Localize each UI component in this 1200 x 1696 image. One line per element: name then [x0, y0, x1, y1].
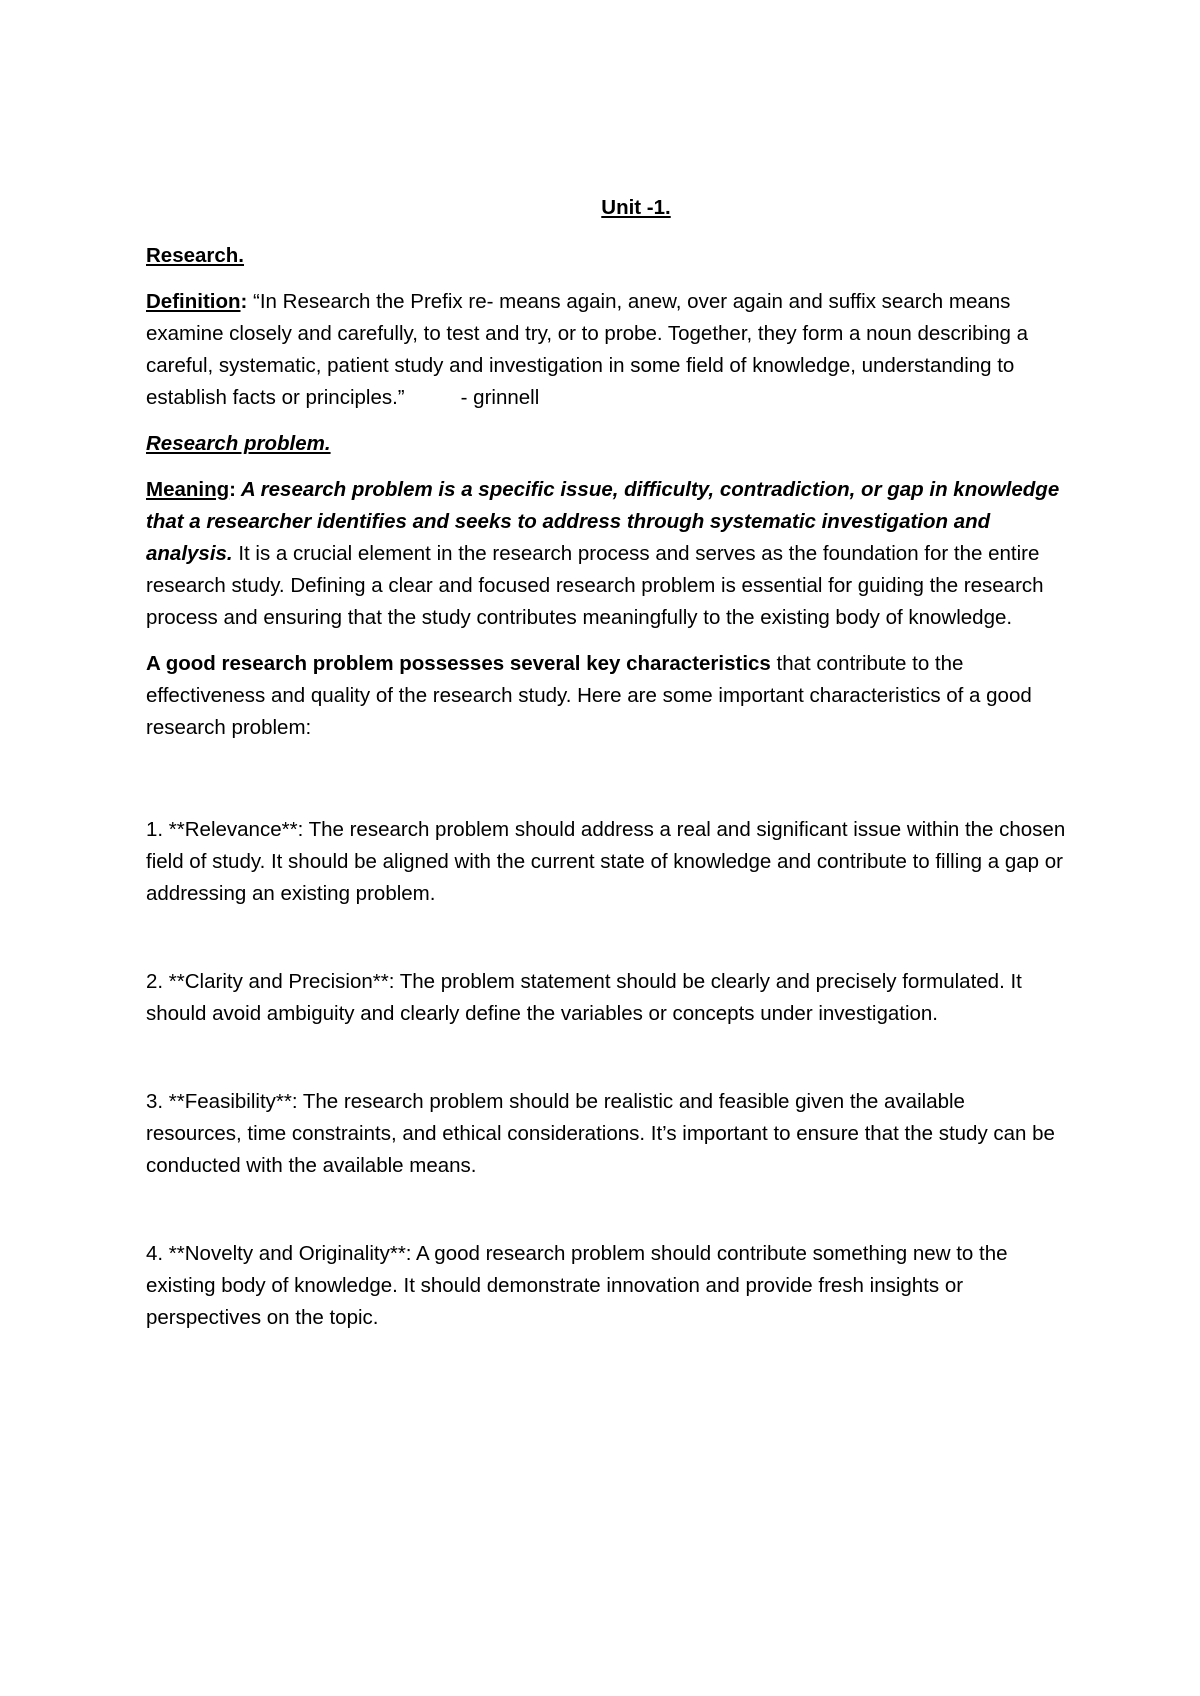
list-item-relevance: 1. **Relevance**: The research problem should address a real and significant issue within the chosen field of study. It should be aligned with the current state of knowledge and contribute to filling a gap or addressing an existing problem.	[146, 818, 1066, 905]
meaning-rest: It is a crucial element in the research process and serves as the foundation for the entire research study. Defining a clear and focused research problem is essential for guiding the research process and ensuring that the study contributes meaningfully to the existing body of knowledge.	[146, 542, 1044, 629]
definition-author: - grinnell	[460, 386, 540, 409]
list-item-novelty: 4. **Novelty and Originality**: A good research problem should contribute something new to the existing body of knowledge. It should demonstrate innovation and provide fresh insights or perspectives on the topic.	[146, 1242, 1008, 1329]
definition-paragraph	[146, 286, 1066, 414]
research-problem-heading: Research problem.	[146, 432, 331, 455]
definition-text: “In Research the Prefix re- means again, anew, over again and suffix search means examine closely and carefully, to test and try, or to probe. Together, they form a noun describing a careful, systematic, patient study and investigation in some field of knowledge, understanding to establish facts or principles.”	[146, 290, 1028, 409]
research-heading: Research.	[146, 244, 245, 267]
spacer	[146, 1182, 1066, 1238]
list-item-clarity: 2. **Clarity and Precision**: The problem statement should be clearly and precisely formulated. It should avoid ambiguity and clearly define the variables or concepts under investigation.	[146, 970, 1022, 1025]
characteristics-bold: A good research problem possesses several key characteristics	[146, 652, 771, 675]
meaning-paragraph	[146, 474, 1066, 634]
spacer	[146, 1030, 1066, 1086]
definition-label: Definition	[146, 290, 241, 313]
unit-title: Unit -1.	[601, 196, 671, 219]
document-body	[146, 192, 1066, 1334]
spacer	[146, 910, 1066, 966]
definition-colon: :	[240, 290, 248, 313]
list-item-feasibility: 3. **Feasibility**: The research problem should be realistic and feasible given the available resources, time constraints, and ethical considerations. It’s important to ensure that the study can be conducted with the available means.	[146, 1090, 1055, 1177]
characteristics-paragraph	[146, 648, 1066, 744]
spacer	[146, 758, 1066, 814]
meaning-colon: :	[229, 478, 236, 501]
characteristics-rest: that contribute to the effectiveness and quality of the research study. Here are some important characteristics of a good research problem:	[146, 652, 1032, 739]
meaning-label: Meaning	[146, 478, 230, 501]
meaning-emphasis: A research problem is a specific issue, difficulty, contradiction, or gap in knowledge that a researcher identifies and seeks to address through systematic investigation and analysis.	[146, 478, 1060, 565]
